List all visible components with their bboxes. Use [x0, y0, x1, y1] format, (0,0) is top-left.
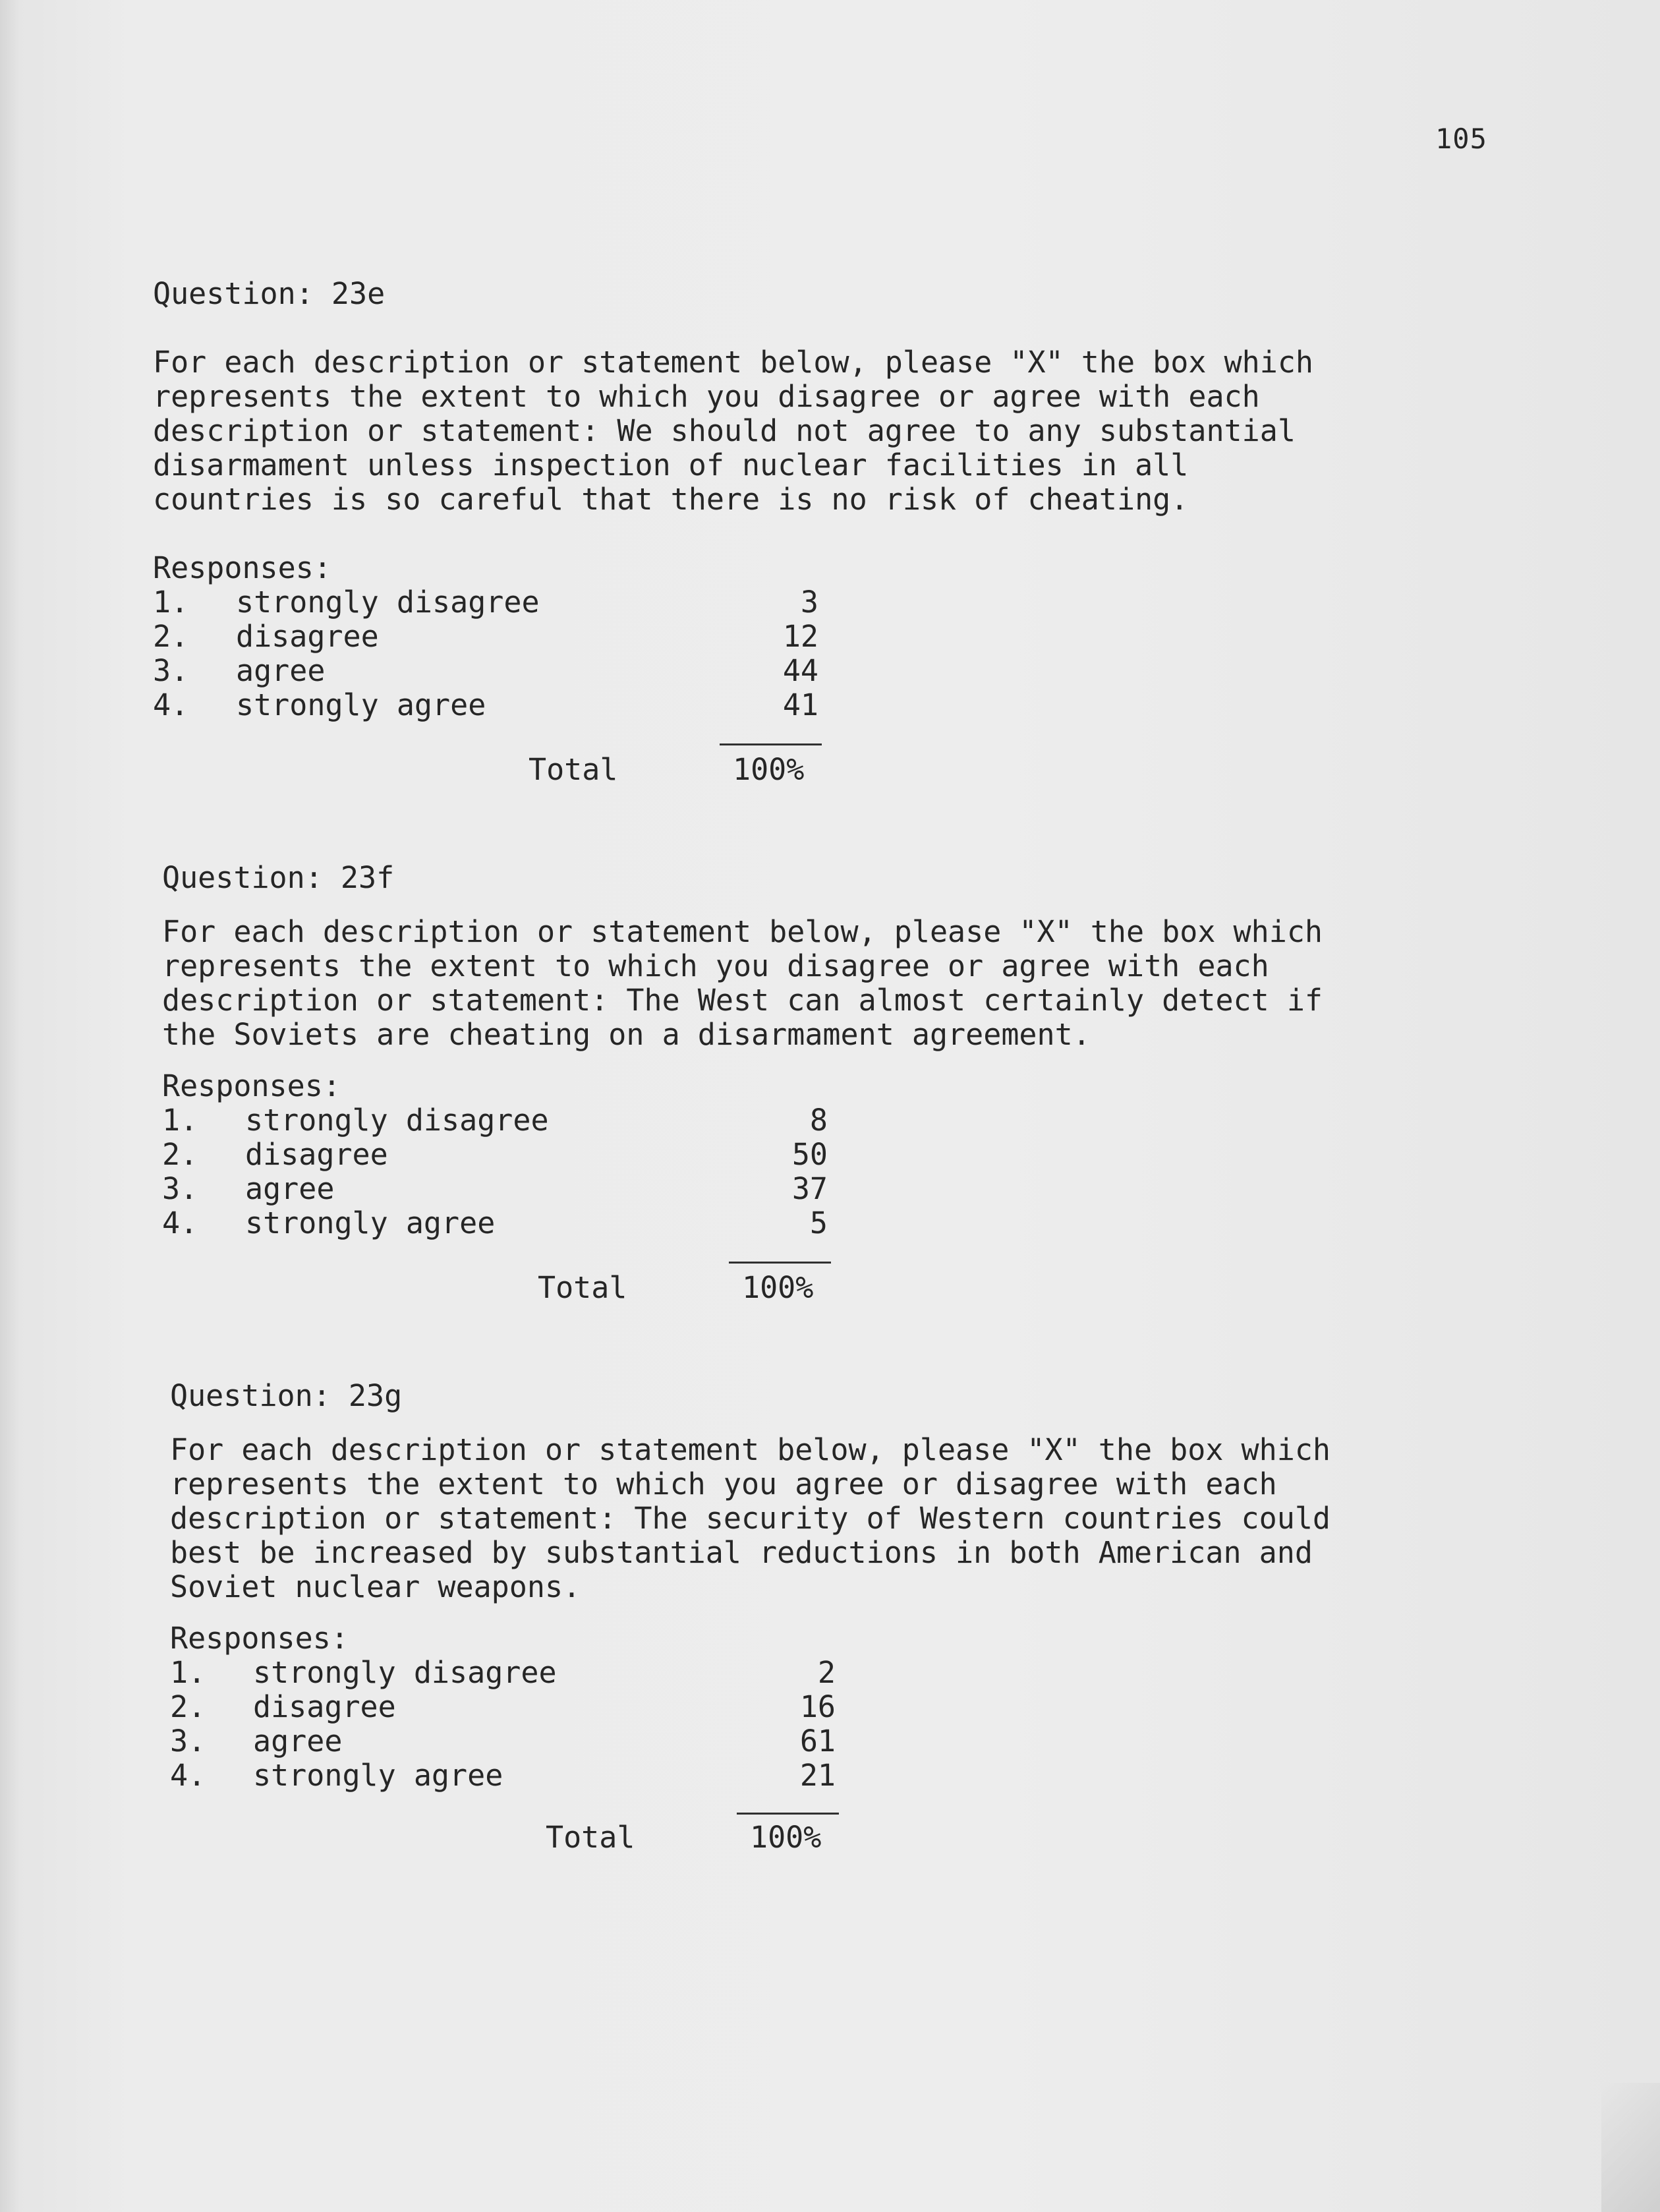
- total-rule: [720, 743, 822, 745]
- response-percent: 5: [809, 1206, 828, 1240]
- response-row: [170, 1690, 961, 1724]
- response-percent: 2: [817, 1655, 836, 1690]
- response-row: [153, 654, 944, 688]
- response-number: 3.: [162, 1171, 198, 1206]
- total-label: Total: [546, 1820, 635, 1855]
- response-row: [162, 1103, 953, 1138]
- response-percent: 50: [791, 1137, 828, 1172]
- response-label: agree: [253, 1724, 343, 1759]
- response-row: [153, 585, 944, 620]
- total-rule: [729, 1262, 831, 1264]
- response-percent: 8: [809, 1103, 828, 1138]
- response-row: [153, 620, 944, 654]
- responses-heading: Responses:: [162, 1068, 341, 1103]
- response-label: strongly agree: [236, 687, 486, 722]
- response-label: strongly disagree: [245, 1103, 549, 1138]
- total-value: 100%: [733, 752, 805, 787]
- response-number: 3.: [170, 1724, 206, 1759]
- response-number: 1.: [153, 585, 189, 620]
- response-label: disagree: [236, 619, 379, 654]
- response-label: strongly agree: [245, 1206, 496, 1240]
- total-rule: [737, 1813, 839, 1815]
- response-row: [170, 1759, 961, 1793]
- response-number: 1.: [162, 1103, 198, 1138]
- responses-heading: Responses:: [170, 1621, 349, 1656]
- response-row: [162, 1206, 953, 1240]
- response-label: disagree: [245, 1137, 388, 1172]
- total-value: 100%: [750, 1820, 822, 1855]
- response-row: [162, 1172, 953, 1206]
- response-percent: 44: [782, 653, 818, 688]
- response-label: strongly disagree: [236, 585, 540, 620]
- page-edge-shadow: [0, 0, 20, 2212]
- response-number: 4.: [162, 1206, 198, 1240]
- response-row: [153, 688, 944, 722]
- question-title: Question: 23e: [153, 276, 386, 311]
- response-label: strongly disagree: [253, 1655, 557, 1690]
- total-label: Total: [529, 752, 618, 787]
- responses-heading: Responses:: [153, 550, 331, 585]
- response-percent: 37: [791, 1171, 828, 1206]
- page-corner-shadow: [1601, 2083, 1660, 2212]
- response-number: 2.: [170, 1689, 206, 1724]
- response-number: 2.: [153, 619, 189, 654]
- response-number: 1.: [170, 1655, 206, 1690]
- question-title: Question: 23f: [162, 860, 395, 895]
- question-text: For each description or statement below, please "X" the box which represents the extent to which you disagree or agree with each description or statement: We should not agree to any substantial disarmament unless inspection of nuclear facilities in all countries is so careful that there is no risk of cheating.: [153, 345, 1313, 517]
- response-number: 2.: [162, 1137, 198, 1172]
- response-percent: 41: [782, 687, 818, 722]
- response-row: [162, 1138, 953, 1172]
- response-number: 4.: [170, 1758, 206, 1793]
- response-percent: 16: [799, 1689, 836, 1724]
- response-label: agree: [245, 1171, 335, 1206]
- response-number: 3.: [153, 653, 189, 688]
- total-label: Total: [538, 1270, 627, 1305]
- question-text: For each description or statement below, please "X" the box which represents the extent to which you agree or disagree with each description or statement: The security of Western countries could best be increased by substantial reductions in both American and Soviet nuclear weapons.: [170, 1432, 1331, 1604]
- response-percent: 3: [800, 585, 818, 620]
- response-label: disagree: [253, 1689, 396, 1724]
- total-value: 100%: [742, 1270, 814, 1305]
- question-text: For each description or statement below, please "X" the box which represents the extent to which you disagree or agree with each description or statement: The West can almost certainly detect if the Soviets are cheating on a disarmament agreement.: [162, 914, 1323, 1052]
- response-percent: 61: [799, 1724, 836, 1759]
- response-percent: 21: [799, 1758, 836, 1793]
- response-label: strongly agree: [253, 1758, 503, 1793]
- response-row: [170, 1724, 961, 1759]
- question-title: Question: 23g: [170, 1378, 403, 1413]
- response-label: agree: [236, 653, 326, 688]
- response-number: 4.: [153, 687, 189, 722]
- page-number: 105: [1435, 123, 1487, 155]
- response-percent: 12: [782, 619, 818, 654]
- response-row: [170, 1656, 961, 1690]
